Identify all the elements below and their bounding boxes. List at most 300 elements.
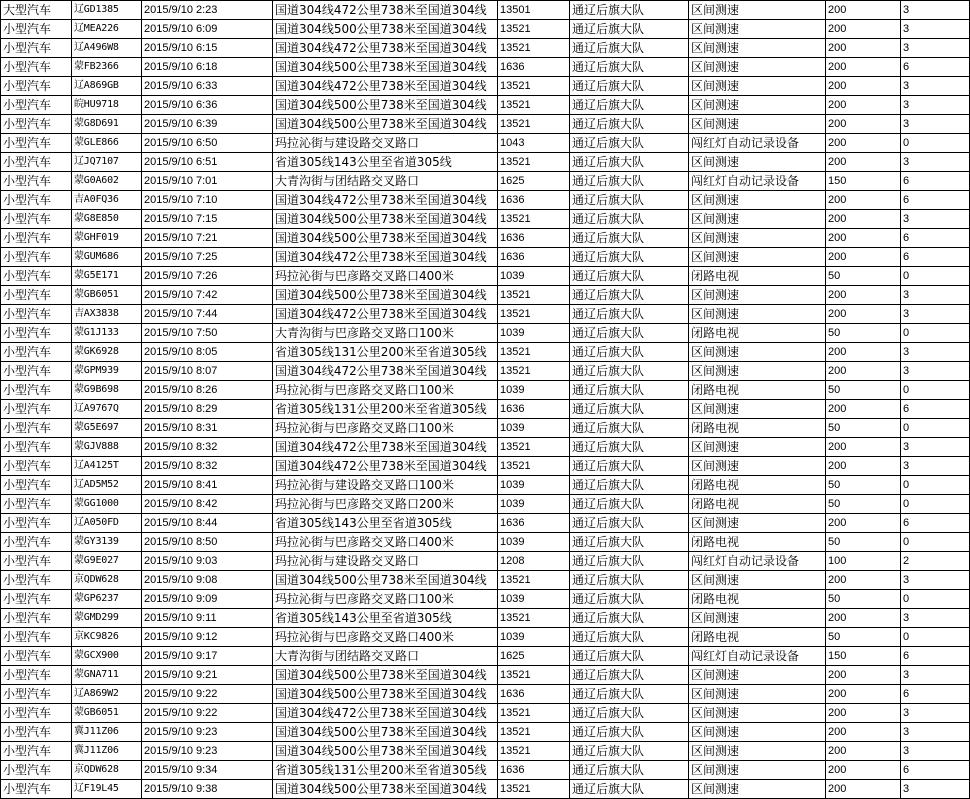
vehicle-type-cell: 小型汽车 [1,286,72,305]
plate-number-cell: 京QDW628 [72,761,142,780]
location-cell: 国道304线500公里738米至国道304线 [273,58,498,77]
amount-cell: 200 [826,248,901,267]
vehicle-type-cell: 小型汽车 [1,115,72,134]
code-cell: 13521 [498,438,570,457]
device-type-cell: 区间测速 [689,20,826,39]
code-cell: 13521 [498,153,570,172]
datetime-cell: 2015/9/10 6:15 [142,39,273,58]
vehicle-type-cell: 小型汽车 [1,267,72,286]
datetime-cell: 2015/9/10 6:51 [142,153,273,172]
amount-cell: 50 [826,419,901,438]
unit-cell: 通辽后旗大队 [570,20,689,39]
points-cell: 3 [901,704,970,723]
code-cell: 13521 [498,723,570,742]
device-type-cell: 区间测速 [689,742,826,761]
device-type-cell: 区间测速 [689,115,826,134]
unit-cell: 通辽后旗大队 [570,666,689,685]
table-row [1,229,970,248]
code-cell: 1039 [498,628,570,647]
plate-number-cell: 蒙GPM939 [72,362,142,381]
code-cell: 13521 [498,286,570,305]
vehicle-type-cell: 小型汽车 [1,400,72,419]
points-cell: 0 [901,628,970,647]
table-row [1,343,970,362]
points-cell: 6 [901,229,970,248]
amount-cell: 200 [826,305,901,324]
device-type-cell: 闯红灯自动记录设备 [689,172,826,191]
location-cell: 国道304线500公里738米至国道304线 [273,229,498,248]
device-type-cell: 闭路电视 [689,476,826,495]
table-row [1,267,970,286]
points-cell: 3 [901,362,970,381]
plate-number-cell: 蒙G9B698 [72,381,142,400]
plate-number-cell: 蒙G8D691 [72,115,142,134]
location-cell: 国道304线500公里738米至国道304线 [273,571,498,590]
device-type-cell: 区间测速 [689,77,826,96]
table-row [1,723,970,742]
datetime-cell: 2015/9/10 8:07 [142,362,273,381]
datetime-cell: 2015/9/10 9:34 [142,761,273,780]
amount-cell: 200 [826,77,901,96]
table-row [1,533,970,552]
code-cell: 1636 [498,248,570,267]
location-cell: 玛拉沁街与建设路交叉路口100米 [273,476,498,495]
unit-cell: 通辽后旗大队 [570,39,689,58]
device-type-cell: 区间测速 [689,761,826,780]
code-cell: 13521 [498,20,570,39]
vehicle-type-cell: 大型汽车 [1,1,72,20]
amount-cell: 200 [826,457,901,476]
datetime-cell: 2015/9/10 9:09 [142,590,273,609]
device-type-cell: 区间测速 [689,514,826,533]
plate-number-cell: 冀J11Z06 [72,723,142,742]
table-row [1,647,970,666]
points-cell: 6 [901,514,970,533]
vehicle-type-cell: 小型汽车 [1,134,72,153]
device-type-cell: 闭路电视 [689,381,826,400]
unit-cell: 通辽后旗大队 [570,381,689,400]
device-type-cell: 区间测速 [689,191,826,210]
table-row [1,495,970,514]
code-cell: 1039 [498,324,570,343]
plate-number-cell: 辽A050FD [72,514,142,533]
plate-number-cell: 辽A4125T [72,457,142,476]
datetime-cell: 2015/9/10 9:22 [142,685,273,704]
datetime-cell: 2015/9/10 6:18 [142,58,273,77]
plate-number-cell: 蒙FB2366 [72,58,142,77]
code-cell: 1043 [498,134,570,153]
datetime-cell: 2015/9/10 6:36 [142,96,273,115]
device-type-cell: 区间测速 [689,609,826,628]
datetime-cell: 2015/9/10 6:50 [142,134,273,153]
amount-cell: 200 [826,723,901,742]
points-cell: 3 [901,96,970,115]
location-cell: 国道304线472公里738米至国道304线 [273,77,498,96]
device-type-cell: 区间测速 [689,343,826,362]
plate-number-cell: 蒙G0A602 [72,172,142,191]
points-cell: 0 [901,381,970,400]
plate-number-cell: 蒙GG1000 [72,495,142,514]
table-row [1,191,970,210]
plate-number-cell: 蒙G9E027 [72,552,142,571]
unit-cell: 通辽后旗大队 [570,229,689,248]
location-cell: 大青沟街与团结路交叉路口 [273,647,498,666]
code-cell: 13521 [498,704,570,723]
points-cell: 3 [901,39,970,58]
code-cell: 1208 [498,552,570,571]
location-cell: 国道304线472公里738米至国道304线 [273,438,498,457]
location-cell: 国道304线472公里738米至国道304线 [273,305,498,324]
plate-number-cell: 吉AX3838 [72,305,142,324]
unit-cell: 通辽后旗大队 [570,77,689,96]
vehicle-type-cell: 小型汽车 [1,381,72,400]
datetime-cell: 2015/9/10 8:05 [142,343,273,362]
amount-cell: 200 [826,191,901,210]
amount-cell: 50 [826,476,901,495]
unit-cell: 通辽后旗大队 [570,324,689,343]
amount-cell: 150 [826,172,901,191]
plate-number-cell: 蒙GY3139 [72,533,142,552]
unit-cell: 通辽后旗大队 [570,780,689,799]
points-cell: 0 [901,590,970,609]
location-cell: 省道305线131公里200米至省道305线 [273,761,498,780]
points-cell: 3 [901,571,970,590]
plate-number-cell: 蒙GCX900 [72,647,142,666]
amount-cell: 200 [826,666,901,685]
location-cell: 省道305线143公里至省道305线 [273,153,498,172]
plate-number-cell: 辽A496W8 [72,39,142,58]
amount-cell: 200 [826,286,901,305]
location-cell: 省道305线131公里200米至省道305线 [273,343,498,362]
device-type-cell: 区间测速 [689,457,826,476]
location-cell: 国道304线500公里738米至国道304线 [273,20,498,39]
vehicle-type-cell: 小型汽车 [1,343,72,362]
code-cell: 13521 [498,343,570,362]
vehicle-type-cell: 小型汽车 [1,476,72,495]
amount-cell: 200 [826,153,901,172]
points-cell: 3 [901,457,970,476]
table-row [1,590,970,609]
location-cell: 国道304线472公里738米至国道304线 [273,1,498,20]
code-cell: 13521 [498,457,570,476]
device-type-cell: 闭路电视 [689,324,826,343]
unit-cell: 通辽后旗大队 [570,362,689,381]
points-cell: 3 [901,343,970,362]
vehicle-type-cell: 小型汽车 [1,495,72,514]
amount-cell: 50 [826,590,901,609]
unit-cell: 通辽后旗大队 [570,419,689,438]
table-row [1,761,970,780]
amount-cell: 200 [826,780,901,799]
plate-number-cell: 蒙G8E850 [72,210,142,229]
table-row [1,210,970,229]
table-row [1,172,970,191]
code-cell: 13521 [498,210,570,229]
vehicle-type-cell: 小型汽车 [1,647,72,666]
code-cell: 13521 [498,362,570,381]
device-type-cell: 区间测速 [689,248,826,267]
points-cell: 0 [901,267,970,286]
code-cell: 13521 [498,742,570,761]
vehicle-type-cell: 小型汽车 [1,39,72,58]
vehicle-type-cell: 小型汽车 [1,77,72,96]
location-cell: 省道305线131公里200米至省道305线 [273,400,498,419]
unit-cell: 通辽后旗大队 [570,571,689,590]
unit-cell: 通辽后旗大队 [570,191,689,210]
unit-cell: 通辽后旗大队 [570,742,689,761]
code-cell: 1636 [498,400,570,419]
code-cell: 13501 [498,1,570,20]
plate-number-cell: 京QDW628 [72,571,142,590]
plate-number-cell: 蒙GMD299 [72,609,142,628]
plate-number-cell: 蒙GB6051 [72,286,142,305]
datetime-cell: 2015/9/10 7:26 [142,267,273,286]
table-row [1,39,970,58]
vehicle-type-cell: 小型汽车 [1,533,72,552]
code-cell: 13521 [498,96,570,115]
unit-cell: 通辽后旗大队 [570,58,689,77]
device-type-cell: 闭路电视 [689,590,826,609]
code-cell: 13521 [498,571,570,590]
points-cell: 6 [901,172,970,191]
points-cell: 2 [901,552,970,571]
amount-cell: 200 [826,609,901,628]
unit-cell: 通辽后旗大队 [570,533,689,552]
amount-cell: 200 [826,400,901,419]
datetime-cell: 2015/9/10 2:23 [142,1,273,20]
device-type-cell: 区间测速 [689,39,826,58]
points-cell: 6 [901,647,970,666]
datetime-cell: 2015/9/10 9:22 [142,704,273,723]
datetime-cell: 2015/9/10 7:50 [142,324,273,343]
amount-cell: 100 [826,552,901,571]
datetime-cell: 2015/9/10 8:32 [142,438,273,457]
location-cell: 玛拉沁街与巴彦路交叉路口400米 [273,628,498,647]
unit-cell: 通辽后旗大队 [570,210,689,229]
code-cell: 1636 [498,229,570,248]
device-type-cell: 区间测速 [689,210,826,229]
location-cell: 玛拉沁街与建设路交叉路口 [273,134,498,153]
vehicle-type-cell: 小型汽车 [1,628,72,647]
code-cell: 1636 [498,685,570,704]
location-cell: 国道304线500公里738米至国道304线 [273,115,498,134]
unit-cell: 通辽后旗大队 [570,457,689,476]
device-type-cell: 区间测速 [689,286,826,305]
datetime-cell: 2015/9/10 8:26 [142,381,273,400]
unit-cell: 通辽后旗大队 [570,495,689,514]
device-type-cell: 闯红灯自动记录设备 [689,552,826,571]
device-type-cell: 闭路电视 [689,419,826,438]
vehicle-type-cell: 小型汽车 [1,571,72,590]
points-cell: 3 [901,609,970,628]
datetime-cell: 2015/9/10 9:03 [142,552,273,571]
datetime-cell: 2015/9/10 9:23 [142,723,273,742]
location-cell: 国道304线500公里738米至国道304线 [273,780,498,799]
location-cell: 国道304线500公里738米至国道304线 [273,685,498,704]
datetime-cell: 2015/9/10 9:21 [142,666,273,685]
unit-cell: 通辽后旗大队 [570,685,689,704]
table-row [1,685,970,704]
vehicle-type-cell: 小型汽车 [1,96,72,115]
code-cell: 1039 [498,476,570,495]
vehicle-type-cell: 小型汽车 [1,20,72,39]
code-cell: 13521 [498,780,570,799]
datetime-cell: 2015/9/10 8:32 [142,457,273,476]
code-cell: 13521 [498,666,570,685]
datetime-cell: 2015/9/10 8:44 [142,514,273,533]
datetime-cell: 2015/9/10 8:50 [142,533,273,552]
device-type-cell: 闭路电视 [689,267,826,286]
amount-cell: 200 [826,704,901,723]
code-cell: 1039 [498,590,570,609]
location-cell: 国道304线472公里738米至国道304线 [273,457,498,476]
points-cell: 3 [901,780,970,799]
amount-cell: 200 [826,58,901,77]
table-row [1,514,970,533]
device-type-cell: 区间测速 [689,780,826,799]
device-type-cell: 区间测速 [689,723,826,742]
vehicle-type-cell: 小型汽车 [1,324,72,343]
code-cell: 1039 [498,267,570,286]
vehicle-type-cell: 小型汽车 [1,761,72,780]
location-cell: 国道304线500公里738米至国道304线 [273,723,498,742]
datetime-cell: 2015/9/10 8:41 [142,476,273,495]
points-cell: 3 [901,115,970,134]
plate-number-cell: 蒙G5E697 [72,419,142,438]
vehicle-type-cell: 小型汽车 [1,457,72,476]
datetime-cell: 2015/9/10 7:42 [142,286,273,305]
unit-cell: 通辽后旗大队 [570,514,689,533]
location-cell: 玛拉沁街与巴彦路交叉路口400米 [273,533,498,552]
points-cell: 6 [901,191,970,210]
code-cell: 1636 [498,58,570,77]
datetime-cell: 2015/9/10 7:01 [142,172,273,191]
vehicle-type-cell: 小型汽车 [1,210,72,229]
table-row [1,58,970,77]
location-cell: 玛拉沁街与巴彦路交叉路口400米 [273,267,498,286]
points-cell: 0 [901,324,970,343]
location-cell: 国道304线500公里738米至国道304线 [273,666,498,685]
points-cell: 6 [901,685,970,704]
plate-number-cell: 辽A869W2 [72,685,142,704]
points-cell: 6 [901,248,970,267]
points-cell: 6 [901,761,970,780]
datetime-cell: 2015/9/10 7:15 [142,210,273,229]
unit-cell: 通辽后旗大队 [570,343,689,362]
unit-cell: 通辽后旗大队 [570,248,689,267]
vehicle-type-cell: 小型汽车 [1,666,72,685]
amount-cell: 50 [826,628,901,647]
vehicle-type-cell: 小型汽车 [1,305,72,324]
unit-cell: 通辽后旗大队 [570,476,689,495]
location-cell: 国道304线500公里738米至国道304线 [273,96,498,115]
table-row [1,628,970,647]
code-cell: 13521 [498,115,570,134]
table-row [1,305,970,324]
amount-cell: 50 [826,324,901,343]
vehicle-type-cell: 小型汽车 [1,704,72,723]
vehicle-type-cell: 小型汽车 [1,362,72,381]
amount-cell: 200 [826,1,901,20]
unit-cell: 通辽后旗大队 [570,400,689,419]
vehicle-type-cell: 小型汽车 [1,780,72,799]
location-cell: 国道304线500公里738米至国道304线 [273,286,498,305]
datetime-cell: 2015/9/10 9:12 [142,628,273,647]
amount-cell: 150 [826,647,901,666]
table-row [1,609,970,628]
plate-number-cell: 皖HU9718 [72,96,142,115]
amount-cell: 200 [826,571,901,590]
device-type-cell: 区间测速 [689,153,826,172]
datetime-cell: 2015/9/10 6:39 [142,115,273,134]
datetime-cell: 2015/9/10 9:17 [142,647,273,666]
amount-cell: 200 [826,438,901,457]
table-row [1,438,970,457]
vehicle-type-cell: 小型汽车 [1,191,72,210]
points-cell: 0 [901,495,970,514]
points-cell: 0 [901,419,970,438]
amount-cell: 200 [826,134,901,153]
amount-cell: 200 [826,210,901,229]
points-cell: 3 [901,666,970,685]
unit-cell: 通辽后旗大队 [570,438,689,457]
location-cell: 玛拉沁街与巴彦路交叉路口100米 [273,419,498,438]
location-cell: 国道304线472公里738米至国道304线 [273,248,498,267]
location-cell: 省道305线143公里至省道305线 [273,514,498,533]
unit-cell: 通辽后旗大队 [570,267,689,286]
datetime-cell: 2015/9/10 7:10 [142,191,273,210]
table-row [1,571,970,590]
plate-number-cell: 蒙GUM686 [72,248,142,267]
table-row [1,742,970,761]
location-cell: 大青沟街与巴彦路交叉路口100米 [273,324,498,343]
vehicle-type-cell: 小型汽车 [1,229,72,248]
points-cell: 3 [901,286,970,305]
plate-number-cell: 京KC9826 [72,628,142,647]
unit-cell: 通辽后旗大队 [570,647,689,666]
table-row [1,134,970,153]
points-cell: 3 [901,723,970,742]
device-type-cell: 闭路电视 [689,628,826,647]
device-type-cell: 区间测速 [689,438,826,457]
unit-cell: 通辽后旗大队 [570,134,689,153]
amount-cell: 50 [826,533,901,552]
datetime-cell: 2015/9/10 7:25 [142,248,273,267]
vehicle-type-cell: 小型汽车 [1,438,72,457]
unit-cell: 通辽后旗大队 [570,96,689,115]
points-cell: 3 [901,20,970,39]
code-cell: 13521 [498,77,570,96]
amount-cell: 200 [826,96,901,115]
unit-cell: 通辽后旗大队 [570,286,689,305]
unit-cell: 通辽后旗大队 [570,761,689,780]
table-row [1,153,970,172]
table-row [1,77,970,96]
unit-cell: 通辽后旗大队 [570,552,689,571]
points-cell: 6 [901,400,970,419]
amount-cell: 200 [826,362,901,381]
points-cell: 3 [901,438,970,457]
table-row [1,1,970,20]
plate-number-cell: 蒙GLE866 [72,134,142,153]
points-cell: 3 [901,77,970,96]
plate-number-cell: 辽F19L45 [72,780,142,799]
location-cell: 国道304线472公里738米至国道304线 [273,191,498,210]
table-row [1,381,970,400]
plate-number-cell: 蒙G5E171 [72,267,142,286]
vehicle-type-cell: 小型汽车 [1,742,72,761]
table-row [1,476,970,495]
